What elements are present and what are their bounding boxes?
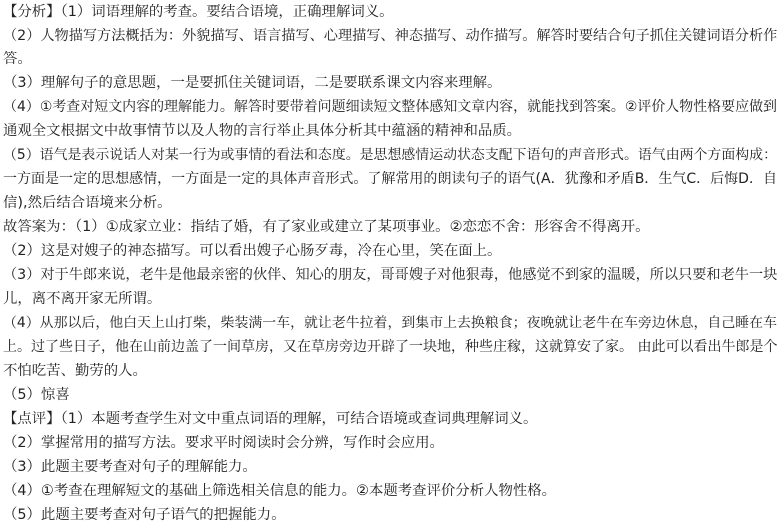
comment-5: （5）此题主要考查对句子语气的把握能力。 — [3, 507, 286, 523]
analysis-point-4-continued: 通观全文根据文中故事情节以及人物的言行举止具体分析其中蕴涵的精神和品质。 — [3, 123, 522, 139]
answer-4-end: 不怕吃苦、勤劳的人。 — [3, 363, 147, 379]
answer-3-continued: 儿，离不离开家无所谓。 — [3, 291, 162, 307]
analysis-point-3: （3）理解句子的意思题，一是要抓住关键词语，二是要联系课文内容来理解。 — [3, 75, 502, 91]
comment-4: （4）①考查在理解短文的基础上筛选相关信息的能力。②本题考查评价分析人物性格。 — [3, 483, 557, 499]
analysis-point-2: （2）人物描写方法概括为：外貌描写、语言描写、心理描写、神态描写、动作描写。解答时要结合句子抓住关键词语分析作 — [3, 28, 778, 44]
analysis-point-5: （5）语气是表示说话人对某一行为或事情的看法和态度。是思想感情运动状态支配下语句的声音形式。语气由两个方面构成： — [3, 147, 777, 163]
comment-1: 【点评】（1）本题考查学生对文中重点词语的理解，可结合语境或查词典理解词义。 — [3, 411, 538, 427]
analysis-point-2-continued: 答。 — [3, 51, 32, 67]
comment-2: （2）掌握常用的描写方法。要求平时阅读时会分辨，写作时会应用。 — [3, 435, 444, 451]
answer-1: 故答案为：（1）①成家立业：指结了婚，有了家业或建立了某项事业。②恋恋不舍：形容舍不得离开。 — [3, 219, 650, 235]
answer-4-continued: 上。过了些日子，他在山前边盖了一间草房，又在草房旁边开辟了一块地，种些庄稼，这就算安了家。 由此可以看出牛郎是个 — [3, 339, 778, 355]
answer-4: （4）从那以后，他白天上山打柴，柴装满一车，就让老牛拉着，到集市上去换粮食；夜晚就让老牛在车旁边休息，自己睡在车 — [3, 315, 777, 331]
analysis-point-4: （4）①考查对短文内容的理解能力。解答时要带着问题细读短文整体感知文章内容，就能找到答案。②评价人物性格要应做到 — [3, 99, 777, 115]
analysis-point-5-end: 信),然后结合语境来分析。 — [3, 195, 172, 211]
analysis-point-5-continued: 一方面是一定的思想感情，一方面是一定的具体声音形式。了解常用的朗读句子的语气(A．犹豫和矛盾B．生气C．后悔D．自 — [3, 171, 777, 187]
answer-3: （3）对于牛郎来说，老牛是他最亲密的伙伴、知心的朋友，哥哥嫂子对他狠毒，他感觉不到家的温暖，所以只要和老牛一块 — [3, 267, 778, 283]
comment-3: （3）此题主要考查对句子的理解能力。 — [3, 459, 257, 475]
analysis-point-1: 【分析】（1）词语理解的考查。要结合语境，正确理解词义。 — [3, 4, 394, 20]
answer-5: （5）惊喜 — [3, 387, 70, 403]
answer-2: （2）这是对嫂子的神态描写。可以看出嫂子心肠歹毒，冷在心里，笑在面上。 — [3, 243, 502, 259]
